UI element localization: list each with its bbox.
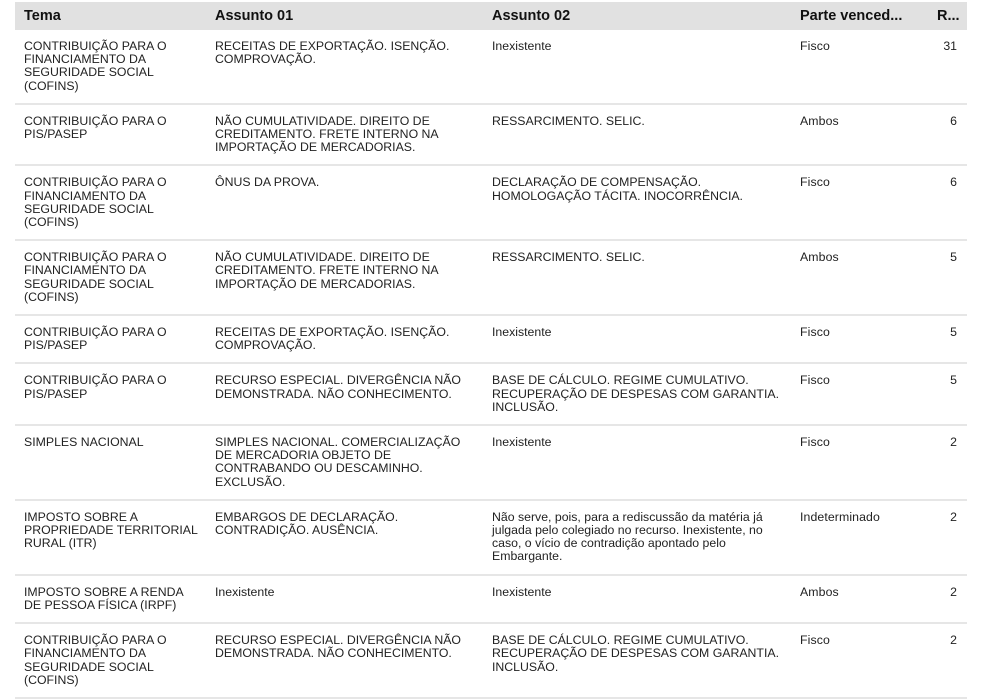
cell-assunto-01: NÃO CUMULATIVIDADE. DIREITO DE CREDITAMENTO. FRETE INTERNO NA IMPORTAÇÃO DE MERCADORIAS. [206, 104, 483, 166]
header-row [15, 2, 967, 30]
cell-r: 2 [923, 500, 967, 575]
results-table [15, 2, 967, 699]
cell-r: 6 [923, 165, 967, 240]
cell-assunto-02: Inexistente [483, 425, 791, 500]
table-row[interactable] [15, 240, 967, 315]
table-row[interactable] [15, 623, 967, 698]
cell-assunto-01: RECURSO ESPECIAL. DIVERGÊNCIA NÃO DEMONSTRADA. NÃO CONHECIMENTO. [206, 363, 483, 425]
cell-tema: IMPOSTO SOBRE A PROPRIEDADE TERRITORIAL RURAL (ITR) [15, 500, 206, 575]
cell-parte-vencedora: Indeterminado [791, 500, 923, 575]
cell-r: 2 [923, 623, 967, 698]
cell-tema: CONTRIBUIÇÃO PARA O FINANCIAMENTO DA SEGURIDADE SOCIAL (COFINS) [15, 240, 206, 315]
table-row[interactable] [15, 363, 967, 425]
cell-assunto-01: NÃO CUMULATIVIDADE. DIREITO DE CREDITAMENTO. FRETE INTERNO NA IMPORTAÇÃO DE MERCADORIAS. [206, 240, 483, 315]
cell-tema: CONTRIBUIÇÃO PARA O PIS/PASEP [15, 315, 206, 363]
table-row[interactable] [15, 30, 967, 104]
cell-r: 2 [923, 425, 967, 500]
cell-assunto-02: BASE DE CÁLCULO. REGIME CUMULATIVO. RECUPERAÇÃO DE DESPESAS COM GARANTIA. INCLUSÃO. [483, 623, 791, 698]
cell-r: 2 [923, 575, 967, 623]
column-header-r[interactable]: R... [923, 2, 967, 30]
table-row[interactable] [15, 575, 967, 623]
table-row[interactable] [15, 425, 967, 500]
cell-parte-vencedora: Fisco [791, 30, 923, 104]
table-row[interactable] [15, 500, 967, 575]
cell-assunto-02: Inexistente [483, 30, 791, 104]
cell-parte-vencedora: Fisco [791, 165, 923, 240]
cell-tema: IMPOSTO SOBRE A RENDA DE PESSOA FÍSICA (IRPF) [15, 575, 206, 623]
cell-tema: CONTRIBUIÇÃO PARA O FINANCIAMENTO DA SEGURIDADE SOCIAL (COFINS) [15, 623, 206, 698]
cell-parte-vencedora: Fisco [791, 623, 923, 698]
cell-assunto-01: Inexistente [206, 575, 483, 623]
cell-r: 6 [923, 104, 967, 166]
cell-assunto-02: DECLARAÇÃO DE COMPENSAÇÃO. HOMOLOGAÇÃO TÁCITA. INOCORRÊNCIA. [483, 165, 791, 240]
cell-assunto-02: Inexistente [483, 315, 791, 363]
cell-tema: CONTRIBUIÇÃO PARA O FINANCIAMENTO DA SEGURIDADE SOCIAL (COFINS) [15, 30, 206, 104]
table-header [15, 2, 967, 30]
cell-assunto-02: RESSARCIMENTO. SELIC. [483, 104, 791, 166]
results-table-container [15, 2, 967, 687]
cell-parte-vencedora: Ambos [791, 104, 923, 166]
table-row[interactable] [15, 104, 967, 166]
cell-r: 31 [923, 30, 967, 104]
cell-parte-vencedora: Ambos [791, 240, 923, 315]
cell-parte-vencedora: Ambos [791, 575, 923, 623]
table-row[interactable] [15, 165, 967, 240]
cell-assunto-01: RECEITAS DE EXPORTAÇÃO. ISENÇÃO. COMPROVAÇÃO. [206, 30, 483, 104]
column-header-parte-vencedora[interactable]: Parte venced... [791, 2, 923, 30]
cell-tema: CONTRIBUIÇÃO PARA O PIS/PASEP [15, 363, 206, 425]
cell-assunto-02: RESSARCIMENTO. SELIC. [483, 240, 791, 315]
cell-assunto-01: ÔNUS DA PROVA. [206, 165, 483, 240]
table-body [15, 30, 967, 698]
cell-r: 5 [923, 315, 967, 363]
cell-tema: SIMPLES NACIONAL [15, 425, 206, 500]
table-row[interactable] [15, 315, 967, 363]
cell-r: 5 [923, 240, 967, 315]
cell-assunto-01: RECEITAS DE EXPORTAÇÃO. ISENÇÃO. COMPROVAÇÃO. [206, 315, 483, 363]
cell-tema: CONTRIBUIÇÃO PARA O PIS/PASEP [15, 104, 206, 166]
column-header-assunto-01[interactable]: Assunto 01 [206, 2, 483, 30]
cell-parte-vencedora: Fisco [791, 315, 923, 363]
column-header-assunto-02[interactable]: Assunto 02 [483, 2, 791, 30]
cell-assunto-02: Não serve, pois, para a rediscussão da matéria já julgada pelo colegiado no recurso. Inexistente, no caso, o vício de contradição apontado pelo Embargante. [483, 500, 791, 575]
cell-parte-vencedora: Fisco [791, 425, 923, 500]
cell-parte-vencedora: Fisco [791, 363, 923, 425]
cell-assunto-01: RECURSO ESPECIAL. DIVERGÊNCIA NÃO DEMONSTRADA. NÃO CONHECIMENTO. [206, 623, 483, 698]
cell-assunto-02: BASE DE CÁLCULO. REGIME CUMULATIVO. RECUPERAÇÃO DE DESPESAS COM GARANTIA. INCLUSÃO. [483, 363, 791, 425]
cell-assunto-02: Inexistente [483, 575, 791, 623]
cell-assunto-01: SIMPLES NACIONAL. COMERCIALIZAÇÃO DE MERCADORIA OBJETO DE CONTRABANDO OU DESCAMINHO. EXCLUSÃO. [206, 425, 483, 500]
cell-assunto-01: EMBARGOS DE DECLARAÇÃO. CONTRADIÇÃO. AUSÊNCIA. [206, 500, 483, 575]
cell-r: 5 [923, 363, 967, 425]
column-header-tema[interactable]: Tema [15, 2, 206, 30]
cell-tema: CONTRIBUIÇÃO PARA O FINANCIAMENTO DA SEGURIDADE SOCIAL (COFINS) [15, 165, 206, 240]
